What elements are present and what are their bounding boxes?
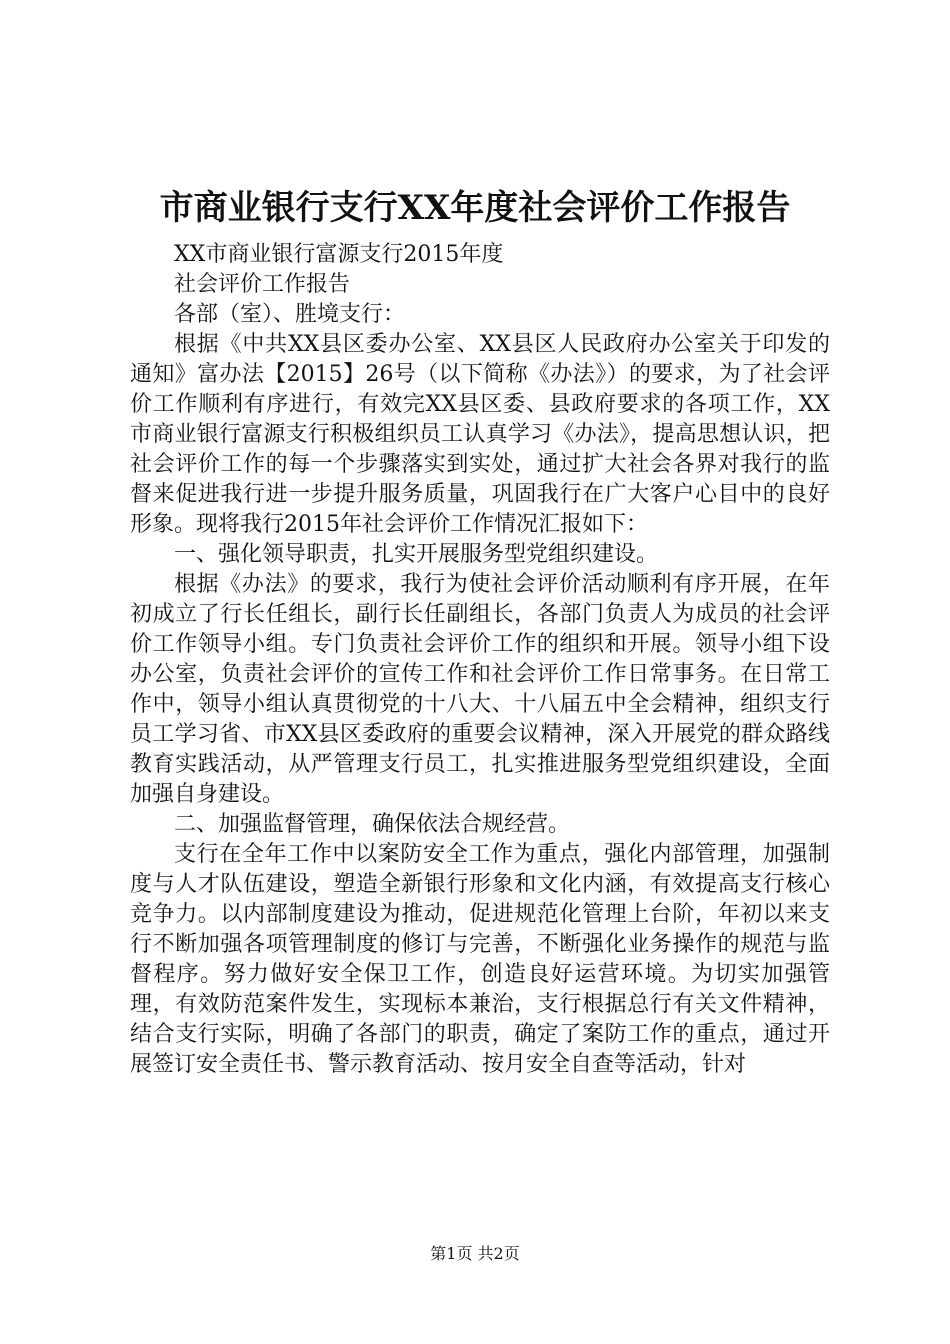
paragraph-section-1: 根据《办法》的要求，我行为使社会评价活动顺利有序开展，在年初成立了行长任组长，副行长任副组长，各部门负责人为成员的社会评价工作领导小组。专门负责社会评价工作的组织和开展。领导小组下设办公室，负责社会评价的宣传工作和社会评价工作日常事务。在日常工作中，领导小组认真贯彻党的十八大、十八届五中全会精神，组织支行员工学习省、市XX县区委政府的重要会议精神，深入开展党的群众路线教育实践活动，从严管理支行员工，扎实推进服务型党组织建设，全面加强自身建设。 xyxy=(130,572,830,807)
paragraph-salutation: 各部（室）、胜境支行： xyxy=(174,302,406,327)
paragraph-subtitle-line-2: 社会评价工作报告 xyxy=(174,272,351,297)
document-title: 市商业银行支行XX年度社会评价工作报告 xyxy=(159,188,791,228)
section-heading-2: 二、加强监督管理，确保依法合规经营。 xyxy=(174,812,571,837)
section-heading-1: 一、强化领导职责，扎实开展服务型党组织建设。 xyxy=(174,542,659,567)
page-footer xyxy=(0,1242,950,1266)
paragraph-intro: 根据《中共XX县区委办公室、XX县区人民政府办公室关于印发的通知》富办法【2015】26号（以下简称《办法》）的要求，为了社会评价工作顺利有序进行，有效完XX县区委、县政府要求的各项工作，XX市商业银行富源支行积极组织员工认真学习《办法》，提高思想认识，把社会评价工作的每一个步骤落实到实处，通过扩大社会各界对我行的监督来促进我行进一步提升服务质量，巩固我行在广大客户心目中的良好形象。现将我行2015年社会评价工作情况汇报如下： xyxy=(130,332,830,537)
page-indicator: 第1页 共2页 xyxy=(430,1244,520,1263)
paragraph-subtitle-line-1: XX市商业银行富源支行2015年度 xyxy=(174,242,504,267)
document-body xyxy=(130,240,830,1080)
paragraph-section-2: 支行在全年工作中以案防安全工作为重点，强化内部管理，加强制度与人才队伍建设，塑造全新银行形象和文化内涵，有效提高支行核心竞争力。以内部制度建设为推动，促进规范化管理上台阶，年初以来支行不断加强各项管理制度的修订与完善，不断强化业务操作的规范与监督程序。努力做好安全保卫工作，创造良好运营环境。为切实加强管理，有效防范案件发生，实现标本兼治，支行根据总行有关文件精神，结合支行实际，明确了各部门的职责，确定了案防工作的重点，通过开展签订安全责任书、警示教育活动、按月安全自查等活动，针对 xyxy=(130,842,830,1077)
